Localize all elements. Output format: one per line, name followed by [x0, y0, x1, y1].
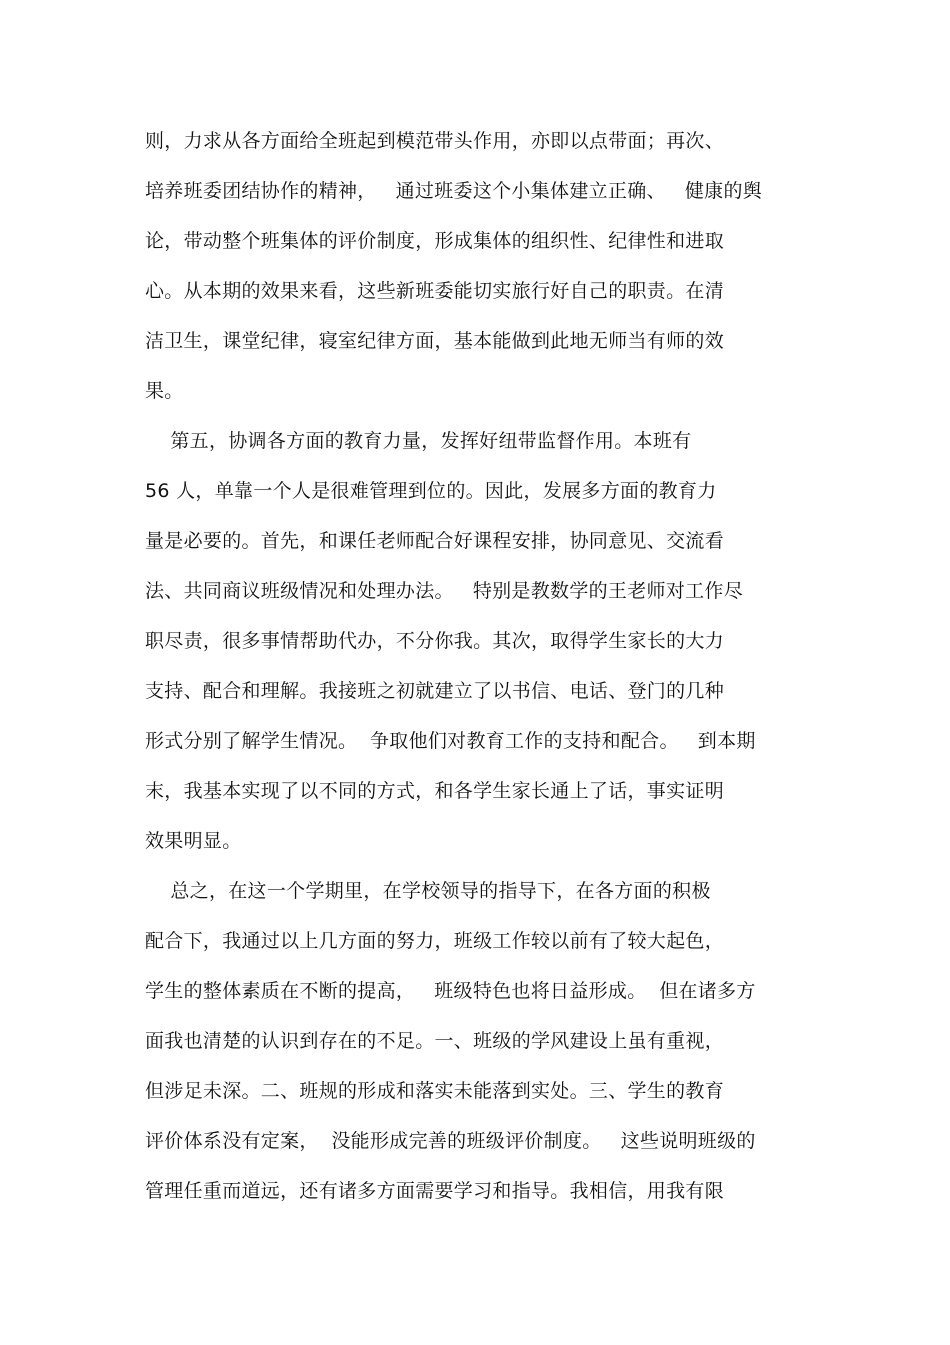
text-line: 培养班委团结协作的精神， 通过班委这个小集体建立正确、 健康的舆 — [145, 180, 763, 202]
text-line: 洁卫生，课堂纪律，寝室纪律方面，基本能做到此地无师当有师的效 — [145, 330, 725, 352]
text-line: 评价体系没有定案， 没能形成完善的班级评价制度。 这些说明班级的 — [145, 1130, 756, 1152]
text-line: 法、共同商议班级情况和处理办法。 特别是教数学的王老师对工作尽 — [145, 580, 744, 602]
text-line: 职尽责，很多事情帮助代办，不分你我。其次，取得学生家长的大力 — [145, 630, 725, 652]
text-line: 配合下，我通过以上几方面的努力，班级工作较以前有了较大起色， — [145, 930, 725, 952]
text-line: 支持、配合和理解。我接班之初就建立了以书信、电话、登门的几种 — [145, 680, 725, 702]
text-line: 效果明显。 — [145, 830, 242, 852]
paragraph-start-line: 总之，在这一个学期里，在学校领导的指导下，在各方面的积极 — [145, 880, 711, 902]
text-line: 论，带动整个班集体的评价制度，形成集体的组织性、纪律性和进取 — [145, 230, 725, 252]
paragraph-start-line: 第五，协调各方面的教育力量，发挥好纽带监督作用。本班有 — [145, 430, 692, 452]
text-line: 学生的整体素质在不断的提高， 班级特色也将日益形成。 但在诸多方 — [145, 980, 756, 1002]
text-line: 末，我基本实现了以不同的方式，和各学生家长通上了话，事实证明 — [145, 780, 725, 802]
text-line: 管理任重而道远，还有诸多方面需要学习和指导。我相信，用我有限 — [145, 1180, 725, 1202]
text-line: 面我也清楚的认识到存在的不足。一、班级的学风建设上虽有重视， — [145, 1030, 725, 1052]
text-line: 果。 — [145, 380, 184, 402]
text-line: 56 人，单靠一个人是很难管理到位的。因此，发展多方面的教育力 — [145, 480, 717, 502]
text-line: 则，力求从各方面给全班起到模范带头作用，亦即以点带面；再次、 — [145, 130, 725, 152]
text-line: 量是必要的。首先，和课任老师配合好课程安排，协同意见、交流看 — [145, 530, 725, 552]
text-line: 心。从本期的效果来看，这些新班委能切实旅行好自己的职责。在清 — [145, 280, 725, 302]
text-line: 形式分别了解学生情况。 争取他们对教育工作的支持和配合。 到本期 — [145, 730, 756, 752]
text-line: 但涉足未深。二、班规的形成和落实未能落到实处。三、学生的教育 — [145, 1080, 725, 1102]
